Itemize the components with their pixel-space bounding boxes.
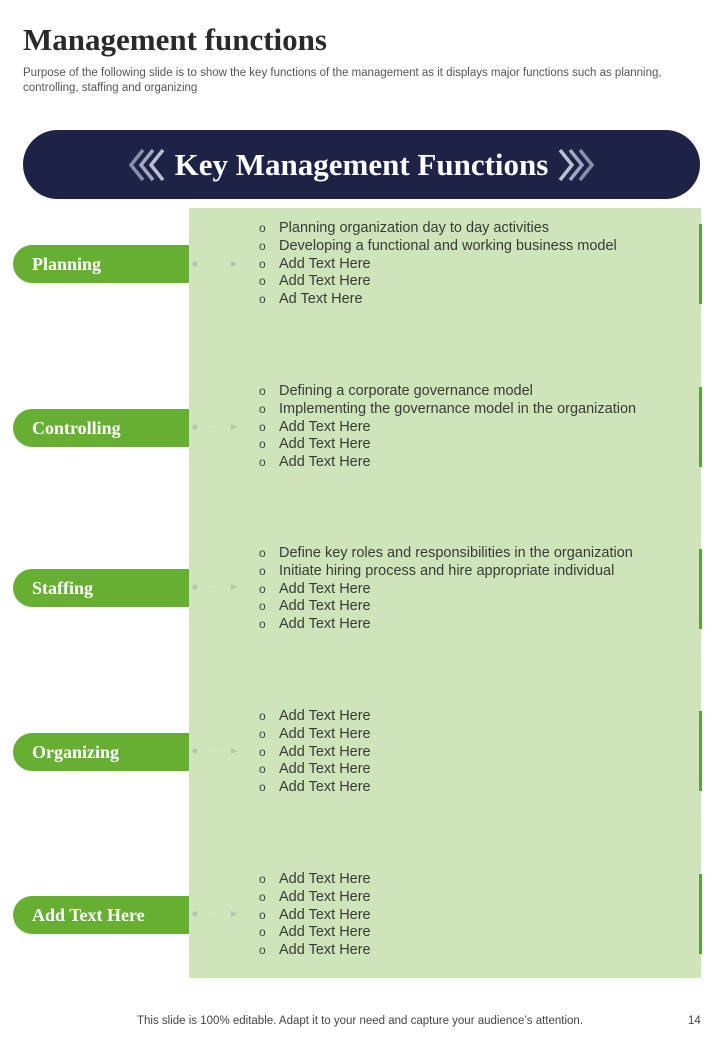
row-accent-bar [699, 387, 702, 467]
double-chevron-right-icon [558, 147, 598, 183]
function-label-controlling: Controlling [13, 409, 189, 447]
bullet-list-controlling [259, 383, 636, 472]
bullet-list-staffing [259, 545, 633, 634]
bullet-list-organizing [259, 708, 371, 797]
row-accent-bar [699, 549, 702, 629]
list-item: o Add Text Here [259, 598, 371, 615]
list-item: o Implementing the governance model in the organization [259, 400, 637, 417]
function-label-planning: Planning [13, 245, 189, 283]
list-item: o Add Text Here [259, 273, 371, 290]
bullet-list-add-text [259, 871, 371, 960]
list-item: o Initiate hiring process and hire appropriate individual [259, 562, 615, 579]
list-item: o Add Text Here [259, 580, 371, 597]
double-chevron-left-icon [125, 147, 165, 183]
list-item: o Add Text Here [259, 779, 371, 796]
function-label-add-text: Add Text Here [13, 896, 189, 934]
list-item: o Add Text Here [259, 871, 371, 887]
list-item: o Add Text Here [259, 255, 371, 272]
list-item: o Define key roles and responsibilities in the organization [259, 545, 633, 561]
list-item: o Add Text Here [259, 616, 371, 633]
connector-arrow-icon [190, 259, 240, 269]
row-accent-bar [699, 711, 702, 791]
bullet-list-planning [259, 220, 617, 309]
list-item: o Defining a corporate governance model [259, 383, 533, 399]
list-item: o Add Text Here [259, 454, 371, 471]
list-item: o Add Text Here [259, 725, 371, 742]
list-item: o Add Text Here [259, 743, 371, 760]
footer-note: This slide is 100% editable. Adapt it to your need and capture your audience’s attention. [136, 1015, 584, 1027]
connector-arrow-icon [190, 746, 240, 756]
banner [23, 130, 700, 199]
list-item: o Add Text Here [259, 436, 371, 453]
list-item: o Add Text Here [259, 906, 371, 923]
connector-arrow-icon [190, 582, 240, 592]
list-item: o Add Text Here [259, 418, 371, 435]
list-item: o Developing a functional and working business model [259, 237, 617, 254]
page-number: 14 [688, 1015, 701, 1027]
banner-title: Key Management Functions [174, 146, 549, 182]
list-item: o Ad Text Here [259, 291, 363, 308]
list-item: o Add Text Here [259, 942, 371, 959]
row-accent-bar [699, 224, 702, 304]
function-label-organizing: Organizing [13, 733, 189, 771]
connector-arrow-icon [190, 422, 240, 432]
row-accent-bar [699, 874, 702, 954]
list-item: o Add Text Here [259, 888, 371, 905]
list-item: o Add Text Here [259, 761, 371, 778]
function-label-staffing: Staffing [13, 569, 189, 607]
list-item: o Add Text Here [259, 924, 371, 941]
list-item: o Planning organization day to day activities [259, 220, 550, 236]
connector-arrow-icon [190, 909, 240, 919]
slide-title: Management functions [23, 22, 327, 57]
list-item: o Add Text Here [259, 708, 371, 724]
slide-subtitle: Purpose of the following slide is to show the key functions of the management as it displays major functions such as planning, controlling, staffing and organizing [23, 67, 662, 94]
